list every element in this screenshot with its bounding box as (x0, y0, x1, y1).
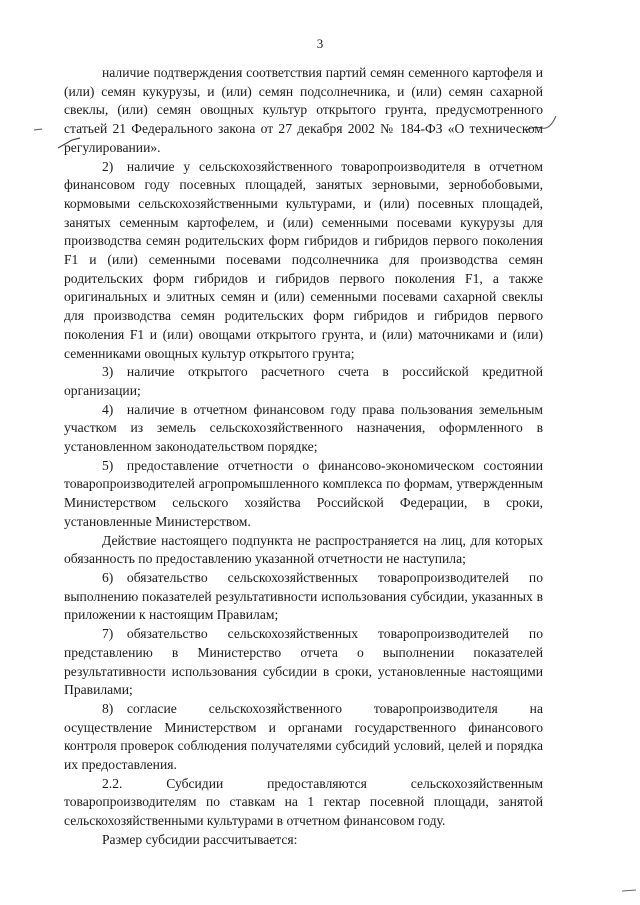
paragraph-item-6: 6) обязательство сельскохозяйственных товаропроизводителей по выполнению показателей результативности использования субсидии, указанных в приложении к настоящим Правилам; (64, 569, 543, 623)
paragraph-note: Действие настоящего подпункта не распространяется на лиц, для которых обязанность по предоставлению указанной отчетности не наступила; (64, 532, 543, 567)
paragraph-2-2: 2.2. Субсидии предоставляются сельскохозяйственным товаропроизводителям по ставкам на 1 гектар посевной площади, занятой сельскохозяйственными культурами в отчетном финансовом году. (64, 775, 543, 829)
paragraph-item-3: 3) наличие открытого расчетного счета в российской кредитной организации; (64, 364, 543, 398)
paragraph-subsidy-size: Размер субсидии рассчитывается: (102, 831, 298, 847)
paragraph-item-5: 5) предоставление отчетности о финансово-экономическом состоянии товаропроизводителей агропромышленного комплекса по формам, утвержденным Министерством сельского хозяйства Российской Федерации, в сроки, установленные Министерством. (64, 457, 543, 529)
paragraph-item-2: 2) наличие у сельскохозяйственного товаропроизводителя в отчетном финансовом году посевных площадей, занятых зерновыми, зернобобовыми, кормовыми сельскохозяйственными культурами, и (или) посевных площадей, занятых семенным картофелем, и (или) семенными посевами кукурузы для производства семян родительских форм гибридов и гибридов первого поколения F1 и (или) семенными посевами подсолнечника для производства семян родительских форм гибридов и гибридов первого поколения F1, а также оригинальных и элитных семян и (или) семенными посевами сахарной свеклы для производства семян родительских форм гибридов и гибридов первого поколения F1 и (или) овощами открытого грунта, и (или) маточниками и (или) семенниками овощных культур открытого грунта; (64, 158, 543, 361)
corner-mark (620, 886, 640, 896)
document-body (64, 64, 543, 850)
paragraph-1: наличие подтверждения соответствия партий семян семенного картофеля и (или) семян кукурузы, и (или) семян подсолнечника, и (или) семян сахарной свеклы, (или) семян овощных культур открытого грунта, предусмотренного статьей 21 Федерального закона от 27 декабря 2002 № 184-ФЗ «О техническом регулировании». (64, 65, 543, 155)
paragraph-item-4: 4) наличие в отчетном финансовом году права пользования земельным участком из земель сельскохозяйственного назначения, оформленного в установленном законодательством порядке; (64, 401, 543, 455)
page-number: 3 (316, 36, 324, 51)
paragraph-item-7: 7) обязательство сельскохозяйственных товаропроизводителей по представлению в Министерство отчета о выполнении показателей результативности использования субсидии в сроки, установленные настоящими Правилами; (64, 626, 543, 698)
paragraph-item-8: 8) согласие сельскохозяйственного товаропроизводителя на осуществление Министерством и органами государственного финансового контроля проверок соблюдения получателями субсидий условий, целей и порядка их предоставления. (64, 700, 543, 773)
